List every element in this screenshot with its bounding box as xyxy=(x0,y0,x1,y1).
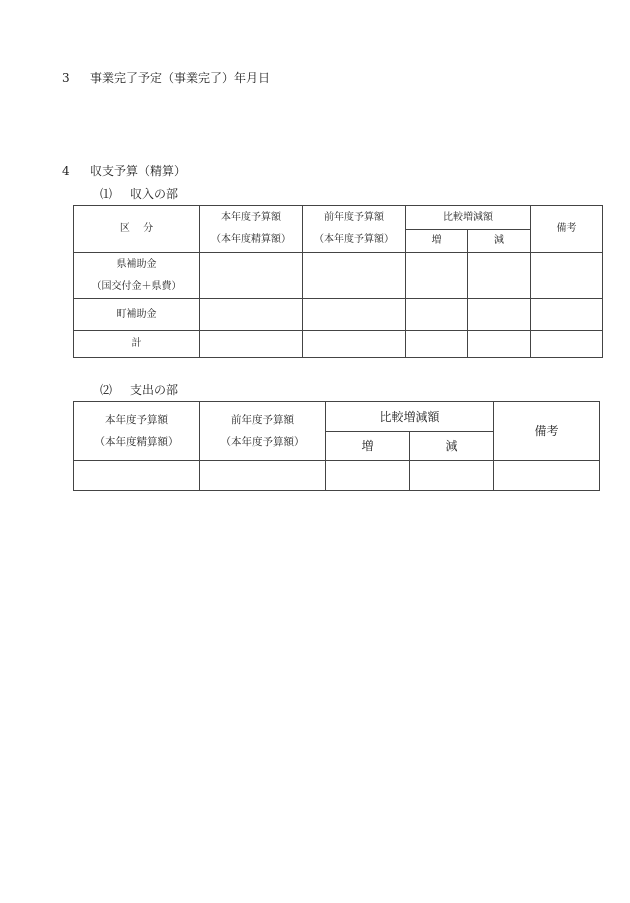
section-title: 収支予算（精算） xyxy=(90,164,187,178)
cell[interactable] xyxy=(326,461,410,491)
cell[interactable] xyxy=(410,461,494,491)
cell[interactable] xyxy=(531,331,603,358)
header-line: （本年度精算額） xyxy=(211,234,291,245)
section-4-heading xyxy=(62,162,186,179)
cell[interactable] xyxy=(406,331,468,358)
expense-table xyxy=(73,401,600,491)
header-comparison: 比較増減額 xyxy=(406,206,531,230)
sub-title: 収入の部 xyxy=(130,187,179,201)
header-current-budget xyxy=(200,206,303,253)
row-label xyxy=(74,253,200,299)
header-line: （本年度予算額） xyxy=(220,436,305,448)
header-current-budget xyxy=(74,402,200,461)
cell[interactable] xyxy=(406,299,468,331)
cell[interactable] xyxy=(468,331,531,358)
row-label-line: （国交付金＋県費） xyxy=(91,280,182,292)
header-category: 区 分 xyxy=(74,206,200,253)
header-remarks: 備考 xyxy=(531,206,603,253)
table-row xyxy=(74,299,603,331)
cell[interactable] xyxy=(303,253,406,299)
header-comparison: 比較増減額 xyxy=(326,402,494,432)
row-label: 計 xyxy=(74,331,200,358)
row-label-line: 県補助金 xyxy=(116,258,157,270)
cell[interactable] xyxy=(200,253,303,299)
header-decrease: 減 xyxy=(410,432,494,461)
table-row xyxy=(74,253,603,299)
cell[interactable] xyxy=(494,461,600,491)
header-line: （本年度予算額） xyxy=(314,234,394,245)
cell[interactable] xyxy=(303,299,406,331)
cell[interactable] xyxy=(531,253,603,299)
income-subheading xyxy=(100,185,178,202)
table-row xyxy=(74,461,600,491)
cell[interactable] xyxy=(303,331,406,358)
cell[interactable] xyxy=(531,299,603,331)
cell[interactable] xyxy=(468,253,531,299)
section-number: 4 xyxy=(62,164,70,178)
cell[interactable] xyxy=(200,331,303,358)
table-row xyxy=(74,331,603,358)
row-label: 町補助金 xyxy=(74,299,200,331)
expense-subheading xyxy=(100,381,178,398)
header-previous-budget xyxy=(200,402,326,461)
header-line: 前年度予算額 xyxy=(231,414,294,426)
cell[interactable] xyxy=(200,461,326,491)
sub-number: ⑴ xyxy=(100,187,113,201)
header-line: （本年度精算額） xyxy=(94,436,179,448)
section-3-heading xyxy=(62,69,270,86)
cell[interactable] xyxy=(74,461,200,491)
section-title: 事業完了予定（事業完了）年月日 xyxy=(90,71,271,85)
header-line: 本年度予算額 xyxy=(221,212,281,223)
cell[interactable] xyxy=(200,299,303,331)
cell[interactable] xyxy=(468,299,531,331)
income-table xyxy=(73,205,603,358)
sub-number: ⑵ xyxy=(100,383,113,397)
sub-title: 支出の部 xyxy=(130,383,179,397)
header-decrease: 減 xyxy=(468,230,531,253)
section-number: 3 xyxy=(62,71,70,85)
header-line: 本年度予算額 xyxy=(105,414,168,426)
header-remarks: 備考 xyxy=(494,402,600,461)
header-increase: 増 xyxy=(406,230,468,253)
header-line: 前年度予算額 xyxy=(324,212,384,223)
header-previous-budget xyxy=(303,206,406,253)
header-increase: 増 xyxy=(326,432,410,461)
cell[interactable] xyxy=(406,253,468,299)
